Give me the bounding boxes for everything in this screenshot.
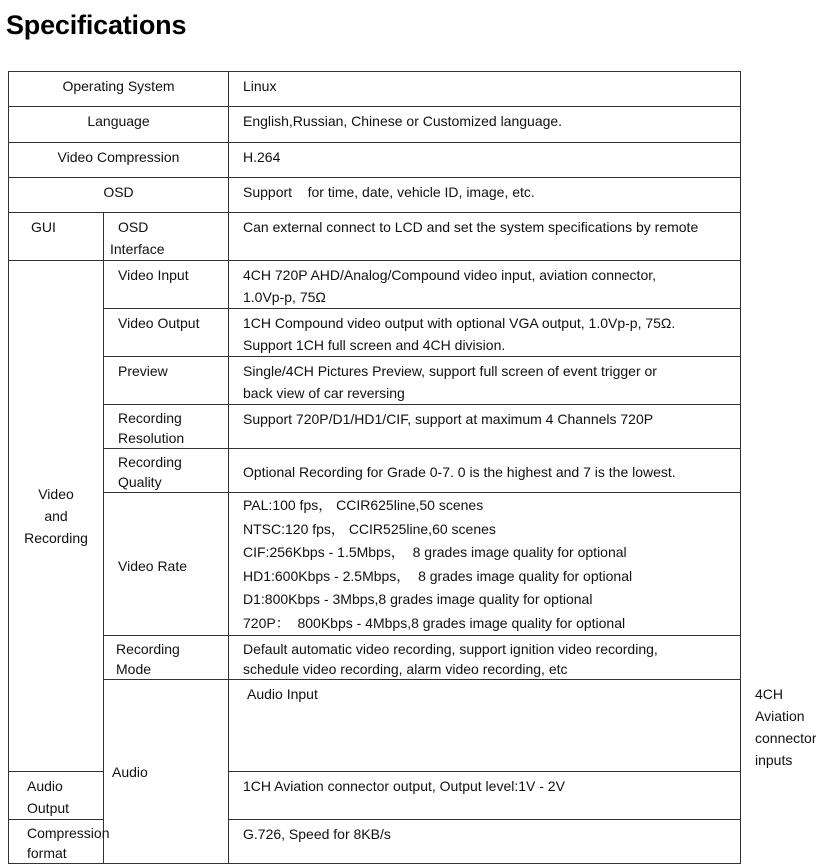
table-row <box>9 72 741 107</box>
spec-label-recording-resolution <box>104 405 229 449</box>
spec-value-audio-output: 1CH Aviation connector output, Output level:1V - 2V <box>229 772 741 820</box>
group-label-audio: Audio <box>104 680 229 864</box>
table-row <box>9 493 741 636</box>
value-line: 4CH 720P AHD/Analog/Compound video input, aviation connector, <box>243 267 657 283</box>
table-row <box>9 178 741 213</box>
value-line: schedule video recording, alarm video recording, etc <box>243 661 568 677</box>
value-line: 720P： 800Kbps - 4Mbps,8 grades image quality for optional <box>243 614 626 631</box>
table-row <box>9 309 741 357</box>
spec-label-video-input: Video Input <box>104 261 229 309</box>
spec-label-audio-input: Audio Input <box>229 680 741 772</box>
spec-value-video-input <box>229 261 741 309</box>
label-line: Compression <box>27 825 110 841</box>
spec-label-recording-mode <box>104 636 229 680</box>
label-line: Resolution <box>118 430 185 446</box>
spec-label-language: Language <box>9 107 229 143</box>
value-line: HD1:600Kbps - 2.5Mbps， 8 grades image quality for optional <box>243 567 633 584</box>
spec-label-operating-system: Operating System <box>9 72 229 107</box>
group-label-gui: GUI <box>9 213 104 261</box>
table-row <box>9 636 741 680</box>
table-row <box>9 143 741 178</box>
label-line: Recording <box>118 410 182 426</box>
table-row <box>9 405 741 449</box>
spec-value-video-rate <box>229 493 741 636</box>
group-label-line: and <box>44 508 68 524</box>
label-line: Recording <box>116 641 180 657</box>
spec-value-operating-system: Linux <box>229 72 741 107</box>
spec-value-language: English,Russian, Chinese or Customized language. <box>229 107 741 143</box>
table-row <box>9 261 741 309</box>
table-row: Audio Audio Input 4CH Aviation connector inputs <box>9 680 741 772</box>
spec-value-osd-interface: Can external connect to LCD and set the system specifications by remote <box>229 213 741 261</box>
value-line: back view of car reversing <box>243 385 405 401</box>
group-label-video-recording <box>9 261 104 772</box>
spec-label-audio-output: Audio Output <box>9 772 104 820</box>
spec-label-video-output: Video Output <box>104 309 229 357</box>
value-line: PAL:100 fps， CCIR625line,50 scenes <box>243 497 484 513</box>
spec-value-compression-format: G.726, Speed for 8KB/s <box>229 820 741 864</box>
spec-label-video-compression: Video Compression <box>9 143 229 178</box>
spec-value-video-compression: H.264 <box>229 143 741 178</box>
table-row <box>9 357 741 405</box>
spec-value-recording-quality: Optional Recording for Grade 0-7. 0 is the highest and 7 is the lowest. <box>229 449 741 493</box>
spec-label-compression-format <box>9 820 110 864</box>
table-row <box>9 107 741 143</box>
label-line: Quality <box>118 474 162 490</box>
value-line: Default automatic video recording, support ignition video recording, <box>243 641 658 657</box>
spec-label-osd-interface <box>104 213 229 261</box>
spec-label-preview: Preview <box>104 357 229 405</box>
value-line: NTSC:120 fps， CCIR525line,60 scenes <box>243 520 496 537</box>
value-line: CIF:256Kbps - 1.5Mbps， 8 grades image quality for optional <box>243 544 627 560</box>
value-line: 1.0Vp-p, 75Ω <box>243 289 326 305</box>
value-line: D1:800Kbps - 3Mbps,8 grades image quality for optional <box>243 591 593 607</box>
spec-value-recording-resolution: Support 720P/D1/HD1/CIF, support at maximum 4 Channels 720P <box>229 405 741 449</box>
group-label-line: Recording <box>24 530 88 546</box>
value-line: Support 1CH full screen and 4CH division. <box>243 337 506 353</box>
spec-value-preview <box>229 357 741 405</box>
spec-label-recording-quality <box>104 449 229 493</box>
label-line: OSD <box>118 219 149 235</box>
page-title: Specifications <box>6 10 187 40</box>
spec-value-video-output <box>229 309 741 357</box>
value-line: 1CH Compound video output with optional VGA output, 1.0Vp-p, 75Ω. <box>243 315 676 331</box>
specifications-table <box>8 71 816 864</box>
spec-label-osd: OSD <box>9 178 229 213</box>
spec-value-osd: Support for time, date, vehicle ID, image, etc. <box>229 178 741 213</box>
label-line: Interface <box>110 241 165 257</box>
label-line: format <box>27 845 67 861</box>
label-line: Recording <box>118 454 182 470</box>
label-line: Mode <box>116 661 152 677</box>
table-row <box>9 449 741 493</box>
spec-value-recording-mode <box>229 636 741 680</box>
spec-label-video-rate: Video Rate <box>104 493 229 636</box>
value-line: Single/4CH Pictures Preview, support full screen of event trigger or <box>243 363 657 379</box>
table-row <box>9 213 741 261</box>
group-label-line: Video <box>38 486 74 502</box>
